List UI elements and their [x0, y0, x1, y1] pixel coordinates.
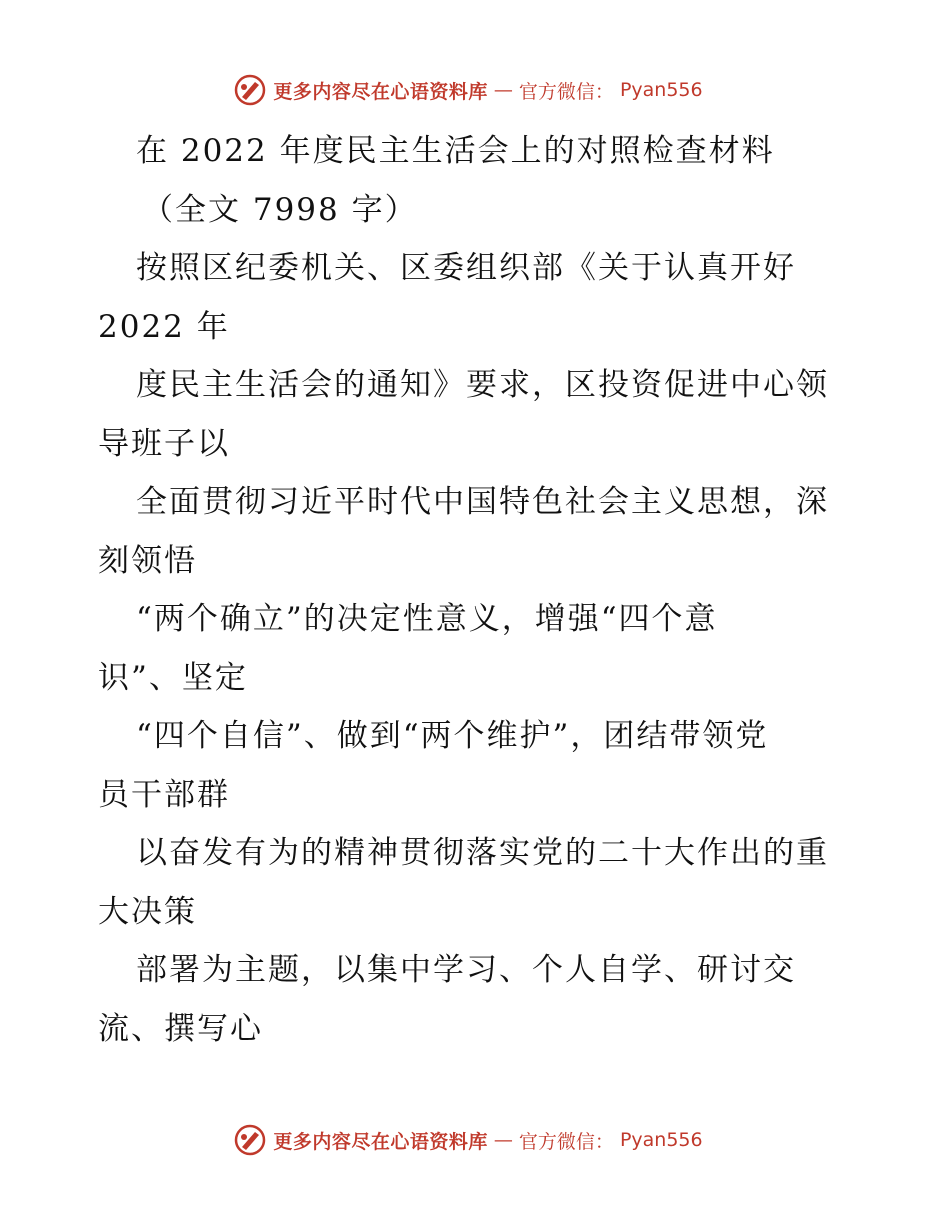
footer-wechat-id: Pyan556: [619, 1129, 703, 1151]
header-watermark: [233, 73, 702, 107]
paragraph-line: 按照区纪委机关、区委组织部《关于认真开好: [136, 250, 796, 286]
footer-separator: —: [493, 1129, 513, 1151]
paragraph-line: “四个自信”、做到“两个维护”，团结带领党: [136, 718, 769, 754]
footer-wechat-label: 官方微信：: [518, 1130, 614, 1153]
paragraph-line: 部署为主题，以集中学习、个人自学、研讨交: [136, 952, 796, 988]
header-site-name: 更多内容尽在心语资料库: [273, 81, 488, 103]
paragraph-line: 以奋发有为的精神贯彻落实党的二十大作出的重: [136, 835, 829, 871]
footer-site-name: 更多内容尽在心语资料库: [273, 1131, 488, 1153]
paragraph-line: 2022 年: [98, 308, 230, 345]
paragraph-line: 刻领悟: [98, 542, 197, 579]
footer-watermark: [233, 1123, 702, 1157]
header-watermark-banner: [0, 70, 950, 110]
paragraph-line: 员干部群: [98, 776, 230, 813]
header-separator: —: [493, 79, 513, 101]
brand-logo-icon: [233, 1123, 267, 1157]
paragraph-line: 流、撰写心: [98, 1010, 263, 1047]
header-wechat-label: 官方微信：: [518, 80, 614, 103]
document-body: [98, 122, 858, 1058]
paragraph-line: 度民主生活会的通知》要求，区投资促进中心领: [136, 367, 829, 403]
paragraph-line: 识”、坚定: [98, 659, 248, 696]
document-word-count: （全文 7998 字）: [142, 191, 418, 228]
brand-logo-icon: [233, 73, 267, 107]
header-wechat-id: Pyan556: [619, 79, 703, 101]
paragraph-line: 大决策: [98, 893, 197, 930]
paragraph-line: “两个确立”的决定性意义，增强“四个意: [136, 601, 718, 637]
document-title: 在 2022 年度民主生活会上的对照检查材料: [136, 133, 775, 169]
paragraph-line: 导班子以: [98, 425, 230, 462]
footer-watermark-banner: [0, 1120, 950, 1160]
paragraph-line: 全面贯彻习近平时代中国特色社会主义思想，深: [136, 484, 829, 520]
